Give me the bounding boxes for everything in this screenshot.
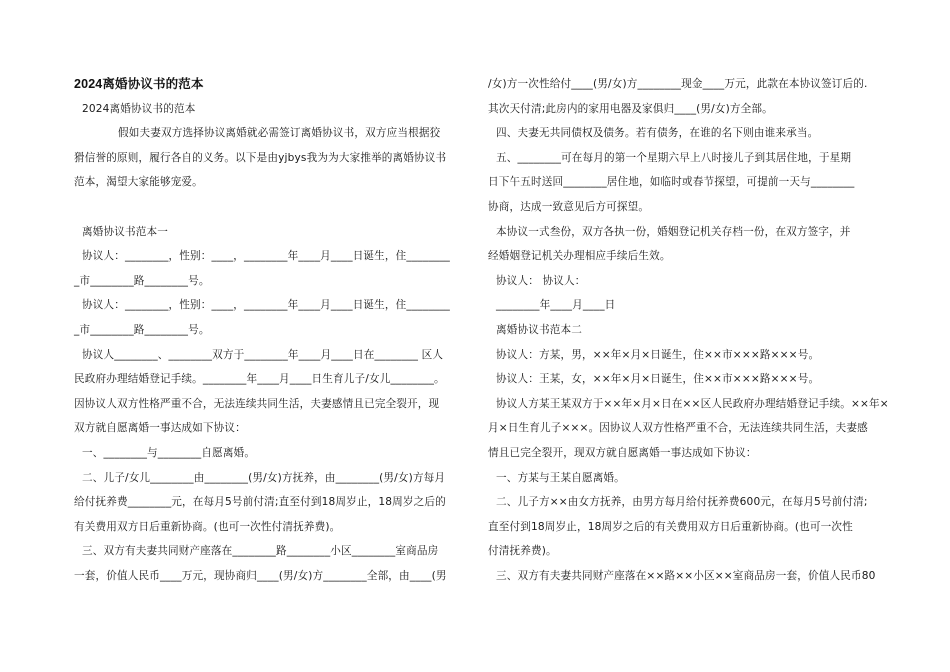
left-column — [74, 72, 466, 588]
text-line: 协商，达成一致意见后方可探望。 — [488, 200, 650, 213]
text-line: 有关费用双方日后重新协商。(也可一次性付清抚养费)。 — [74, 520, 341, 533]
text-line: 三、双方有夫妻共同财产座落在________路________小区________室商品房 — [82, 545, 439, 558]
text-line: 直至付到18周岁止，18周岁之后的有关费用双方日后重新协商。(也可一次性 — [488, 520, 853, 533]
text-line: 经婚姻登记机关办理相应手续后生效。 — [488, 250, 671, 263]
text-line: 一、________与________自愿离婚。 — [82, 446, 256, 459]
text-line: 本协议一式叁份，双方各执一份，婚姻登记机关存档一份，在双方签字，并 — [496, 225, 851, 238]
text-line: 一套，价值人民币____万元，现协商归____(男/女)方________全部，由____(男 — [74, 569, 447, 582]
document-title: 2024离婚协议书的范本 — [74, 77, 204, 91]
text-line: 五、________可在每月的第一个星期六早上八时接儿子到其居住地，于星期 — [496, 151, 852, 164]
text-line: 范本，渴望大家能够宠爱。 — [74, 176, 203, 189]
text-line: 协议人：________，性别：____，________年____月____日诞生，住________ — [82, 250, 450, 263]
text-line: _市________路________号。 — [74, 323, 210, 336]
text-line: 协议人________、________双方于________年____月____日在________ 区人 — [82, 348, 444, 361]
text-line: 情且已完全裂开，现双方就自愿离婚一事达成如下协议： — [488, 446, 757, 459]
text-line: 猾信誉的原则，履行各自的义务。以下是由yjbys我为为大家推举的离婚协议书 — [74, 151, 447, 164]
text-line: 二、儿子/女儿________由________(男/女)方抚养，由________(男/女)方每月 — [82, 471, 446, 484]
text-line: 付清抚养费)。 — [488, 545, 557, 558]
text-line: 协议人方某王某双方于××年×月×日在××区人民政府办理结婚登记手续。××年× — [496, 397, 889, 410]
text-line: ________年____月____日 — [496, 299, 616, 312]
text-line: 一、方某与王某自愿离婚。 — [496, 471, 625, 484]
text-line: 双方就自愿离婚一事达成如下协议： — [74, 422, 246, 435]
text-line: 给付抚养费________元，在每月5号前付清;直至付到18周岁止，18周岁之后的 — [74, 496, 446, 509]
text-line: _市________路________号。 — [74, 274, 210, 287]
text-line: 日下午五时送回________居住地，如临时或春节探望，可提前一天与________ — [488, 176, 855, 189]
text-line: 2024离婚协议书的范本 — [82, 102, 196, 115]
text-line: 离婚协议书范本一 — [82, 225, 168, 238]
text-line: 离婚协议书范本二 — [496, 323, 582, 336]
text-line: 三、双方有夫妻共同财产座落在××路××小区××室商品房一套，价值人民币80 — [496, 569, 876, 582]
text-line: 月×日生育儿子×××。因协议人双方性格严重不合，无法连续共同生活，夫妻感 — [488, 422, 868, 435]
text-line: 四、夫妻无共同债权及债务。若有债务，在谁的名下则由谁来承当。 — [496, 127, 819, 140]
text-line: 二、儿子方××由女方抚养，由男方每月给付抚养费600元，在每月5号前付清; — [496, 496, 868, 509]
text-line: 协议人：________，性别：____，________年____月____日诞生，住________ — [82, 299, 450, 312]
text-line: 协议人： 协议人： — [496, 274, 586, 287]
text-line: 协议人：王某，女，××年×月×日诞生，住××市×××路×××号。 — [496, 373, 820, 386]
text-line: 假如夫妻双方选择协议离婚就必需签订离婚协议书，双方应当根据狡 — [118, 127, 441, 140]
text-line: 民政府办理结婚登记手续。________年____月____日生育儿子/女儿________。 — [74, 373, 445, 386]
text-line: 因协议人双方性格严重不合，无法连续共同生活，夫妻感情且已完全裂开，现 — [74, 397, 440, 410]
right-column — [488, 72, 889, 588]
text-line: 协议人：方某，男，××年×月×日诞生，住××市×××路×××号。 — [496, 348, 820, 361]
text-line: /女)方一次性给付____(男/女)方________现金____万元，此款在本协议签订后的. — [488, 78, 868, 90]
text-line: 其次天付清;此房内的家用电器及家俱归____(男/女)方全部。 — [488, 102, 773, 115]
blank-line — [74, 195, 466, 220]
